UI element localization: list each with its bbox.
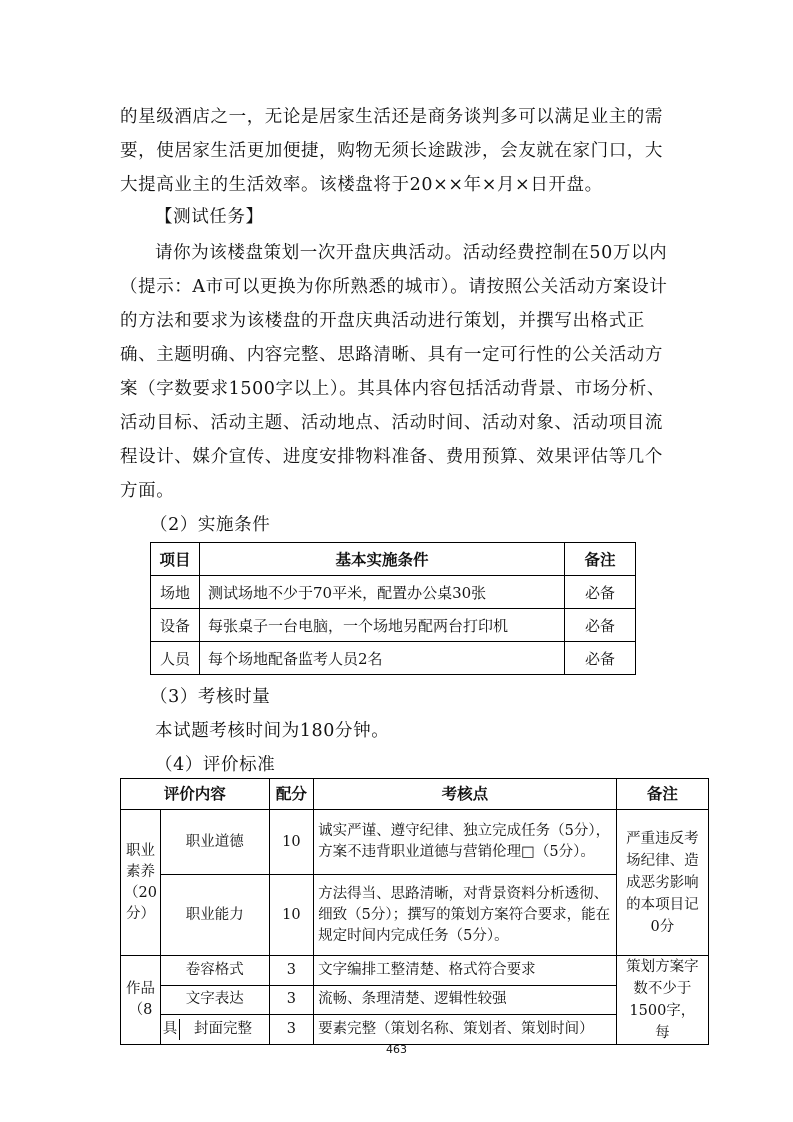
table-cell: 10 [269,875,314,956]
table-cell: 必备 [565,642,636,675]
table-cell: 必备 [565,576,636,609]
table-header-cell: 备注 [616,779,708,810]
table-header-row [121,779,709,810]
table-cell: 诚实严谨、遵守纪律、独立完成任务（5分），方案不违背职业道德与营销伦理□（5分）。 [314,810,617,875]
table-cell: 必备 [565,609,636,642]
section-3-heading: （3）考核时量 [150,687,271,707]
table-cell: 10 [269,810,314,875]
table-cell: 3 [269,1015,314,1045]
conditions-table [150,542,636,675]
table-cell: 3 [269,956,314,986]
task-heading: 【测试任务】 [155,207,264,227]
table-header-cell: 考核点 [314,779,617,810]
table-row [121,810,709,875]
table-cell [160,1015,269,1045]
group-label: 作品（8 [121,956,161,1045]
table-row [151,609,636,642]
table-cell: 每张桌子一台电脑，一个场地另配两台打印机 [200,609,565,642]
table-row [121,956,709,986]
section-4-heading: （4）评价标准 [155,755,276,775]
table-cell: 3 [269,985,314,1015]
intro-paragraph: 的星级酒店之一，无论是居家生活还是商务谈判多可以满足业主的需要，使居家生活更加便捷，购物无须长途跋涉，会友就在家门口，大大提高业主的生活效率。该楼盘将于20××年×月×日开盘。 [120,107,663,195]
sub-group-label: 具 [161,1019,180,1040]
table-cell: 职业能力 [160,875,269,956]
duration-text: 本试题考核时间为180分钟。 [155,721,390,741]
table-cell: 策划方案字数不少于1500字，每 [616,956,708,1045]
table-cell: 文字表达 [160,985,269,1015]
task-paragraph: 请你为该楼盘策划一次开盘庆典活动。活动经费控制在50万以内（提示：A市可以更换为你所熟悉的城市）。请按照公关活动方案设计的方法和要求为该楼盘的开盘庆典活动进行策划，并撰写出格式正确、主题明确、内容完整、思路清晰、具有一定可行性的公关活动方案（字数要求1500字以上）。其具体内容包括活动背景、市场分析、活动目标、活动主题、活动地点、活动时间、活动对象、活动项目流程设计、媒介宣传、进度安排物料准备、费用预算、效果评估等几个方面。 [120,243,668,501]
table-header-row [151,543,636,576]
page-number: 463 [386,1043,407,1056]
table-cell: 严重违反考场纪律、造成恶劣影响的本项目记0分 [616,810,708,956]
table-cell: 卷容格式 [160,956,269,986]
table-cell: 每个场地配备监考人员2名 [200,642,565,675]
table-cell: 文字编排工整清楚、格式符合要求 [314,956,617,986]
table-cell: 场地 [151,576,200,609]
table-cell: 人员 [151,642,200,675]
table-cell: 要素完整（策划名称、策划者、策划时间） [314,1015,617,1045]
table-header-cell: 项目 [151,543,200,576]
table-row [151,642,636,675]
table-header-cell: 评价内容 [121,779,270,810]
group-label: 职业素养（20分） [121,810,161,956]
table-cell: 设备 [151,609,200,642]
table-cell: 方法得当、思路清晰，对背景资料分析透彻、细致（5分）；撰写的策划方案符合要求，能在规定时间内完成任务（5分）。 [314,875,617,956]
table-cell: 测试场地不少于70平米，配置办公桌30张 [200,576,565,609]
table-cell: 职业道德 [160,810,269,875]
section-2-heading: （2）实施条件 [150,515,271,535]
table-cell-text: 封面完整 [193,1021,252,1038]
table-header-cell: 备注 [565,543,636,576]
criteria-table [120,778,709,1045]
table-header-cell: 配分 [269,779,314,810]
table-row [151,576,636,609]
table-header-cell: 基本实施条件 [200,543,565,576]
table-cell: 流畅、条理清楚、逻辑性较强 [314,985,617,1015]
